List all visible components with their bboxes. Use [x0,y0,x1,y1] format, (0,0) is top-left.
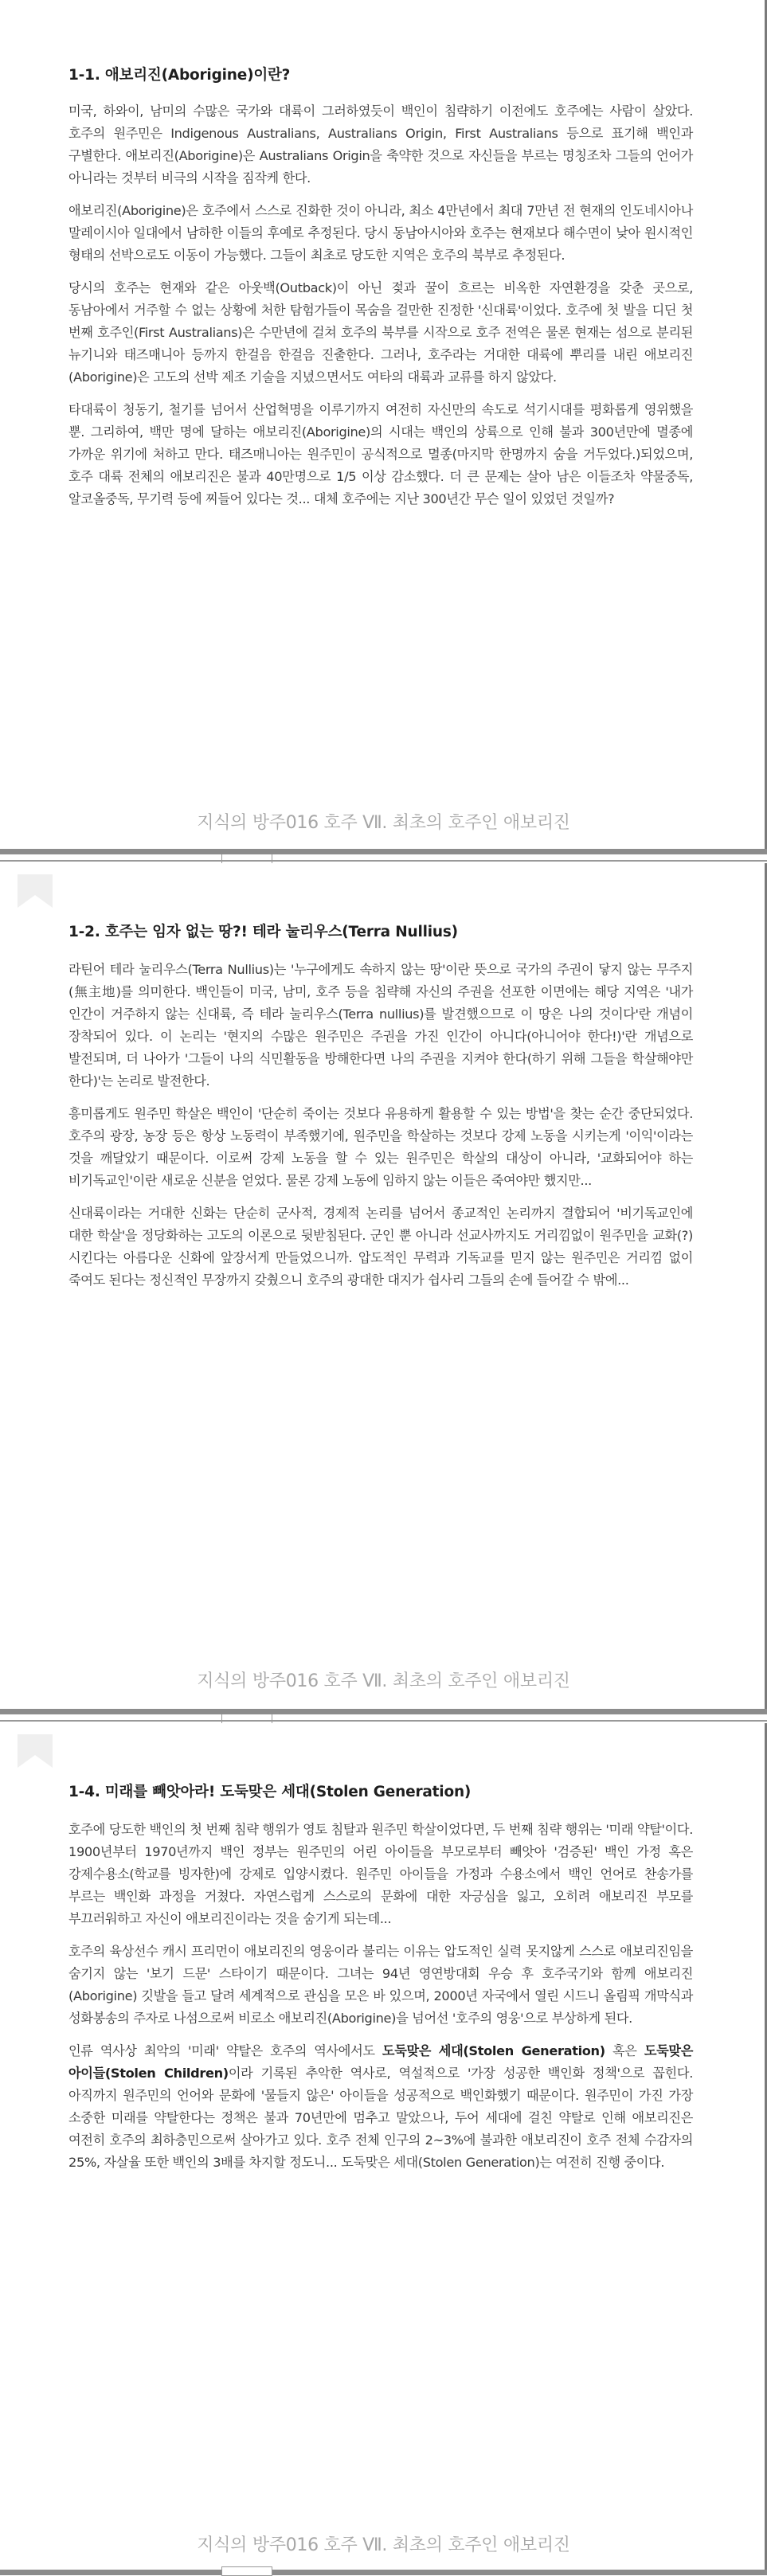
page-2 [0,863,767,1709]
emphasis-text: 도둑맞은 아이들(Stolen Children) [68,2043,693,2081]
divider-tab [221,2566,272,2576]
page-divider [0,1709,767,1723]
divider-bar [0,2570,767,2575]
paragraph: 호주의 육상선수 캐시 프리먼이 애보리진의 영웅이라 불리는 이유는 압도적인 실력 못지않게 스스로 애보리진임을 숨기지 않는 '보기 드문' 스타이기 때문이다. 그녀는 94년 영연방대회 우승 후 호주국기와 함께 애보리진(Aborigine) 깃발을 들고 달려 세계적으로 관심을 모은 바 있으며, 2000년 자국에서 열린 시드니 올림픽 개막식과 성화봉송의 주자로 나섬으로써 비로소 애보리진(Aborigine)을 넘어선 '호주의 영웅'으로 부상하게 된다. [68,1944,693,2026]
paragraph: 인류 역사상 최악의 '미래' 약탈은 호주의 역사에서도 도둑맞은 세대(Stolen Generation) 혹은 도둑맞은 아이들(Stolen Children)이라 기록된 추악한 역사로, 역설적으로 '가장 성공한 백인화 정책'으로 꼽힌다. 아직까지 원주민의 언어와 문화에 '물들지 않은' 아이들을 성공적으로 백인화했기 때문이다. 원주민이 가진 가장 소중한 미래를 약탈한다는 정책은 불과 70년만에 멈추고 말았으나, 두어 세대에 걸친 약탈로 인해 애보리진은 여전히 호주의 최하층민으로써 살아가고 있다. 호주 전체 인구의 2~3%에 불과한 애보리진이 호주 전체 수감자의 25%, 자살율 또한 백인의 3배를 차지할 정도니... 도둑맞은 세대(Stolen Generation)는 여전히 진행 중이다. [68,2043,693,2170]
bookmark-icon [18,1734,53,1768]
emphasis-text: 도둑맞은 세대(Stolen Generation) [382,2043,605,2058]
bookmark-icon [18,874,53,908]
page-footer: 지식의 방주016 호주 Ⅶ. 최초의 호주인 애보리진 [197,1671,570,1691]
paragraph: 타대륙이 청동기, 철기를 넘어서 산업혁명을 이루기까지 여전히 자신만의 속도로 석기시대를 평화롭게 영위했을 뿐. 그리하여, 백만 명에 달하는 애보리진(Aborigine)의 시대는 백인의 상륙으로 인해 불과 300년만에 멸종에 가까운 위기에 처하고 만다. 태즈매니아는 원주민이 공식적으로 멸종(마지막 한명까지 숨을 거두었다.)되었으며, 호주 대륙 전체의 애보리진은 불과 40만명으로 1/5 이상 감소했다. 더 큰 문제는 살아 남은 이들조차 약물중독, 알코올중독, 무기력 등에 찌들어 있다는 것... 대체 호주에는 지난 300년간 무슨 일이 있었던 것일까? [68,402,693,506]
page-3 [0,1723,767,2575]
page-title: 1-4. 미래를 빼앗아라! 도둑맞은 세대(Stolen Generation) [68,1784,472,1800]
divider-line [0,860,767,862]
page-footer: 지식의 방주016 호주 Ⅶ. 최초의 호주인 애보리진 [197,2535,570,2555]
divider-line [0,1720,767,1722]
page-title: 1-2. 호주는 임자 없는 땅?! 테라 눌리우스(Terra Nullius) [68,924,458,940]
paragraph: 라틴어 테라 눌리우스(Terra Nullius)는 '누구에게도 속하지 않는 땅'이란 뜻으로 국가의 주권이 닿지 않는 무주지(無主地)를 의미한다. 백인들이 미국, 남미, 호주 등을 침략해 자신의 주권을 선포한 이면에는 해당 지역은 '내가 인간이 거주하지 않는 신대륙, 즉 테라 눌리우스(Terra nullius)를 발견했으므로 이 땅은 나의 것이다'란 개념이 장착되어 있다. 이 논리는 '현지의 수많은 원주민은 주권을 가진 인간이 아니다(아니어야 한다!)'란 개념으로 발전되며, 더 나아가 '그들이 나의 식민활동을 방해한다면 나의 주권을 지켜야 한다(하기 위해 그들을 학살해야만 한다)'는 논리로 발전한다. [68,962,693,1089]
divider-bar [0,849,767,854]
page-title: 1-1. 애보리진(Aborigine)이란? [68,67,291,84]
page-footer: 지식의 방주016 호주 Ⅶ. 최초의 호주인 애보리진 [197,813,570,833]
page-1 [0,0,767,849]
divider-bar [0,1709,767,1714]
paragraph: 미국, 하와이, 남미의 수많은 국가와 대륙이 그러하였듯이 백인이 침략하기 이전에도 호주에는 사람이 살았다. 호주의 원주민은 Indigenous Australians, Australians Origin, First Australians 등으로 표기해 백인과 구별한다. 애보리진(Aborigine)은 Australians Origin을 축약한 것으로 자신들을 부르는 명칭조차 그들의 언어가 아니라는 것부터 비극의 시작을 짐작케 한다. [68,104,693,186]
paragraph: 신대륙이라는 거대한 신화는 단순히 군사적, 경제적 논리를 넘어서 종교적인 논리까지 결합되어 '비기독교인에 대한 학살'을 정당화하는 고도의 이론으로 뒷받침된다. 군인 뿐 아니라 선교사까지도 거리낌없이 원주민을 교화(?)시킨다는 아름다운 신화에 앞장서게 만들었으니까. 압도적인 무력과 기독교를 믿지 않는 원주민은 거리낌 없이 죽여도 된다는 정신적인 무장까지 갖췄으니 호주의 광대한 대지가 쉽사리 그들의 손에 들어갈 수 밖에... [68,1206,693,1288]
paragraph: 애보리진(Aborigine)은 호주에서 스스로 진화한 것이 아니라, 최소 4만년에서 최대 7만년 전 현재의 인도네시아나 말레이시아 일대에서 남하한 이들의 후예로 추정된다. 당시 동남아시아와 호주는 현재보다 해수면이 낮아 원시적인 형태의 선박으로도 이동이 가능했다. 그들이 최초로 당도한 지역은 호주의 북부로 추정된다. [68,203,693,263]
paragraph: 흥미롭게도 원주민 학살은 백인이 '단순히 죽이는 것보다 유용하게 활용할 수 있는 방법'을 찾는 순간 중단되었다. 호주의 광장, 농장 등은 항상 노동력이 부족했기에, 원주민을 학살하는 것보다 강제 노동을 시키는게 '이익'이라는 것을 깨달았기 때문이다. 이로써 강제 노동을 할 수 있는 원주민은 학살의 대상이 아니라, '교화되어야 하는 비기독교인'이란 새로운 신분을 얻었다. 물론 강제 노동에 임하지 않는 이들은 죽여야만 했지만... [68,1106,693,1188]
paragraph: 호주에 당도한 백인의 첫 번째 침략 행위가 영토 침탈과 원주민 학살이었다면, 두 번째 침략 행위는 '미래 약탈'이다. 1900년부터 1970년까지 백인 정부는 원주민의 어린 아이들을 부모로부터 빼앗아 '검증된' 백인 가정 혹은 강제수용소(학교를 빙자한)에 강제로 입양시켰다. 원주민 아이들을 가정과 수용소에서 백인 언어로 찬송가를 부르는 백인화 과정을 거쳤다. 자연스럽게 스스로의 문화에 대한 자긍심을 잃고, 오히려 애보리진 부모를 부끄러워하고 자신이 애보리진이라는 것을 숨기게 되는데... [68,1822,693,1926]
page-divider [0,849,767,863]
paragraph: 당시의 호주는 현재와 같은 아웃백(Outback)이 아닌 젖과 꿀이 흐르는 비옥한 자연환경을 갖춘 곳으로, 동남아에서 거주할 수 없는 상황에 처한 탐험가들이 목숨을 걸만한 진정한 '신대륙'이었다. 호주에 첫 발을 디딘 첫 번째 호주인(First Australians)은 수만년에 걸쳐 호주의 북부를 시작으로 호주 전역은 물론 현재는 섬으로 분리된 뉴기니와 태즈매니아 등까지 한걸음 한걸음 진출한다. 그러나, 호주라는 거대한 대륙에 뿌리를 내린 애보리진(Aborigine)은 고도의 선박 제조 기술을 지녔으면서도 여타의 대륙과 교류를 하지 않았다. [68,280,693,385]
